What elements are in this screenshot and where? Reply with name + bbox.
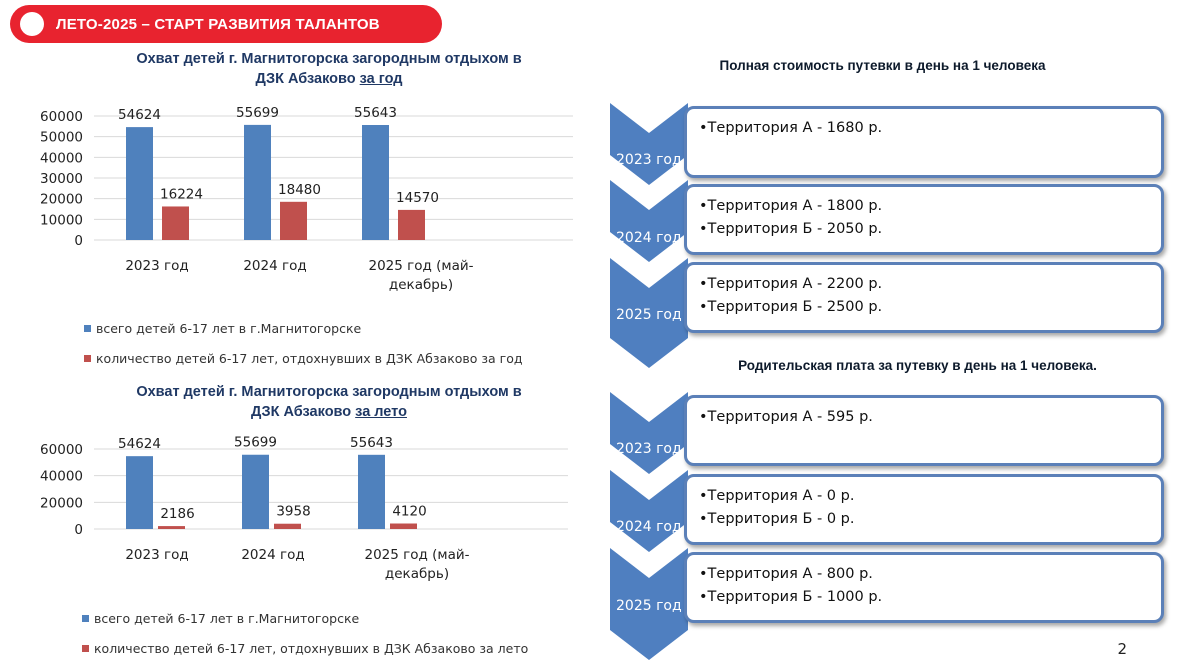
cost-box-2025 [684,262,1164,333]
parent-year-2025: 2025 год [616,598,682,614]
legend-label: всего детей 6-17 лет в г.Магнитогорске [96,321,362,336]
bar-rested [158,526,185,529]
parent-item: •Территория А - 800 р. [699,566,873,582]
cost-year-2023: 2023 год [616,152,682,168]
category-label: 2024 год [241,547,305,563]
data-label: 16224 [160,186,203,203]
bar-rested [398,210,425,240]
data-label: 55643 [354,105,397,122]
bar-total [126,127,153,240]
chart-top-title-line1: Охват детей г. Магнитогорска загородным отдыхом в [136,51,522,67]
y-tick-label: 30000 [40,171,83,187]
slide-title: ЛЕТО-2025 – СТАРТ РАЗВИТИЯ ТАЛАНТОВ [56,15,380,33]
cost-year-2025: 2025 год [616,307,682,323]
bar-total [242,455,269,529]
cost-item: •Территория Б - 2050 р. [699,221,883,237]
category-label: 2025 год (май- [364,547,470,563]
chart-top [0,95,600,310]
cost-item: •Территория А - 2200 р. [699,276,883,292]
data-label: 55699 [236,104,279,121]
bar-rested [162,206,189,240]
category-label: декабрь) [384,566,450,582]
y-tick-label: 20000 [40,495,83,512]
chart-bottom-title-prefix: ДЗК Абзаково [251,404,356,420]
parent-chevron-2024 [610,470,688,552]
legend-label: всего детей 6-17 лет в г.Магнитогорске [94,611,360,626]
chart-top-title-prefix: ДЗК Абзаково [255,71,360,87]
legend-swatch-red [84,355,91,362]
parent-item: •Территория А - 595 р. [699,409,873,425]
category-label: 2024 год [243,258,307,274]
legend-swatch-blue [84,325,91,332]
y-tick-label: 0 [74,522,83,538]
parent-section-title: Родительская плата за путевку в день на 1 человека. [738,358,1097,373]
page-number: 2 [1117,640,1127,658]
category-label: 2025 год (май- [368,258,474,274]
legend-label: количество детей 6-17 лет, отдохнувших в ДЗК Абзаково за год [96,351,523,366]
chart-bottom-legend-2 [82,641,528,656]
y-tick-label: 60000 [40,442,83,458]
category-label: 2023 год [125,547,189,563]
data-label: 54624 [118,436,161,453]
slide-header [10,5,442,43]
data-label: 18480 [278,181,321,198]
chart-top-title-period: за год [359,71,403,87]
data-label: 4120 [392,503,427,520]
chart-bottom-title-line1: Охват детей г. Магнитогорска загородным отдыхом в [136,384,522,400]
parent-item: •Территория Б - 0 р. [699,511,855,527]
data-label: 14570 [396,189,439,206]
chart-top-title [60,49,598,89]
chart-bottom-title-period: за лето [355,404,407,420]
chart-top-legend-2 [84,351,523,366]
parent-chevron-2023 [610,392,688,474]
legend-swatch-blue [82,615,89,622]
parent-box-2023 [684,395,1164,466]
cost-box-2023 [684,106,1164,178]
y-tick-label: 0 [74,233,83,249]
data-label: 3958 [276,503,311,520]
chart-top-title-line2 [60,69,598,89]
cost-year-2024: 2024 год [616,230,682,246]
y-tick-label: 40000 [40,468,83,485]
chart-top-legend-1 [84,321,361,336]
parent-year-2023: 2023 год [616,441,682,457]
cost-chevron-2024 [610,180,688,262]
chart-bottom [0,425,600,595]
legend-swatch-red [82,645,89,652]
bar-rested [274,524,301,529]
category-label: декабрь) [388,277,454,293]
data-label: 55699 [234,434,277,451]
y-tick-label: 20000 [40,191,83,208]
parent-box-2025 [684,552,1164,623]
cost-item: •Территория А - 1680 р. [699,120,883,136]
cost-box-2024 [684,184,1164,255]
bar-total [244,125,271,240]
bar-rested [390,524,417,529]
cost-item: •Территория Б - 2500 р. [699,299,883,315]
data-label: 55643 [350,434,393,451]
data-label: 54624 [118,107,161,124]
cost-section-title: Полная стоимость путевки в день на 1 человека [719,58,1046,73]
cost-item: •Территория А - 1800 р. [699,198,883,214]
header-circle-icon [20,12,44,36]
bar-total [358,455,385,529]
y-tick-label: 50000 [40,129,83,146]
bar-rested [280,202,307,240]
chart-bottom-legend-1 [82,611,359,626]
y-tick-label: 10000 [40,212,83,229]
parent-item: •Территория Б - 1000 р. [699,589,883,605]
parent-year-2024: 2024 год [616,519,682,535]
y-tick-label: 40000 [40,150,83,167]
chart-bottom-title [60,382,598,422]
chart-bottom-title-line2 [60,402,598,422]
legend-label: количество детей 6-17 лет, отдохнувших в ДЗК Абзаково за лето [94,641,529,656]
y-tick-label: 60000 [40,109,83,125]
bar-total [362,125,389,240]
bar-total [126,456,153,529]
cost-chevron-2023 [610,103,688,185]
parent-item: •Территория А - 0 р. [699,488,855,504]
category-label: 2023 год [125,258,189,274]
data-label: 2186 [160,506,195,523]
parent-box-2024 [684,474,1164,545]
